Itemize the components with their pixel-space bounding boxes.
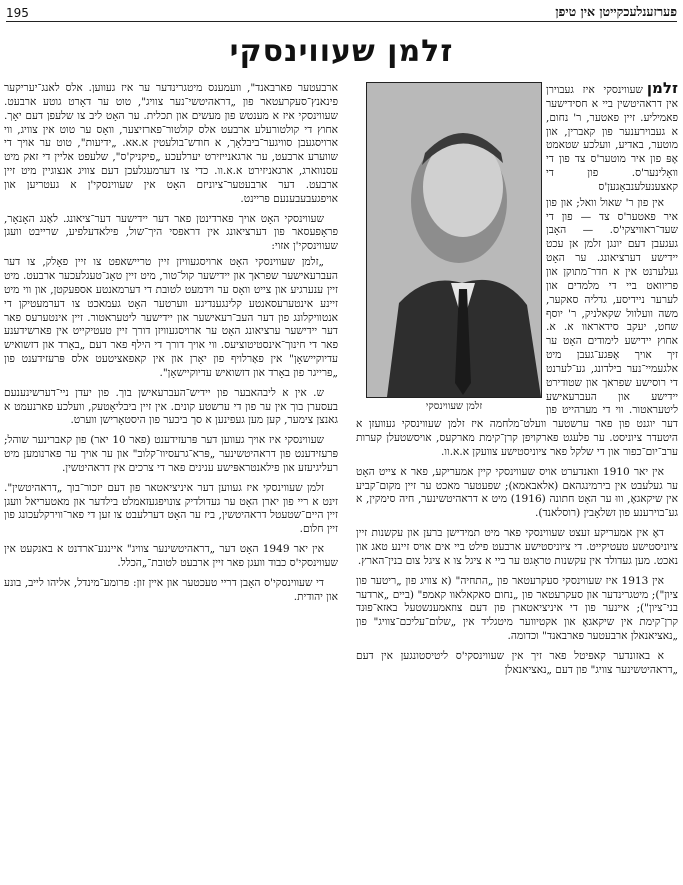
paragraph: א באזונדער קאפיטל פאר זיך אין שעווינסקי'ס ליטיסטונגען אין דעם „דראהיטשינער צוויג" פון דעם „נאציאנאלן xyxy=(356,649,678,676)
quote-paragraph: „זלמן שעווינסקי האָט ארויסגעוויזן זיין טריישאפט צו זיין פאָלק, צו דער העברעאישער שפראך און יידישער קול־טור, מיט זיין טאָג־טעגלעכער ארבעט. מיט זיין ענערגיע און צייט וואָס ער וידמעט לטובת די דערמאנטע אספעקטן, און ווי מיט זיינע אינטערעסאנטע קלינגענדיגע ווערטער האָט געמאכט צו דערמעטיקן די אנטוויקלונג פון דער העב־רעאישער און יידישער ליטעראטור. זיין אינטערעס פאר דער יידישער ערציאונג האָט ער ארויסגעוויזן דורך זיין טעטיקייט אין פארשידענע פאר די חינוך־אינסטיטוציעס. ווי אויך דורך די הילף פאר דעם „באָרד און דזשואיש עדיוקיישאָן" אין פאַרלויף פון יאָרן און אין קאפאציטעט אלס פּרעזידענט פון „פרייגר פון באָרד און דזשואיש עדיוקיישאָן". xyxy=(4,256,338,379)
paragraph: שעווינסקי איז אויך געווען דער פּרעזידענט (פאר 10 יאר) פון קאברינער שוהל; פּרעזידענט פון דראהיטשינער „פּרא־גרעסיוו־קלוב" און ער אויך ער פארנומען מיט רעליגיעזע און פילאנטראפּישע ענינים פאר די צרכים אין דראהיטשין. xyxy=(4,434,338,474)
paragraph: דאָ אין אמעריקע זעצט שעווינסקי פאר מיט תמידישן ברען און עקשנות זיין ציוניסטישע טעטיקייט. די ציוניסטישע ארבעט פילט ביי אים אויס זיינע טאג און נאכט. מען געדולד אין עקשנות טראָגט ער ביי א ציגל צו א ציגל צום בנין־הארץ. xyxy=(356,527,678,567)
running-title: פערזענלעכקייטן אין טיפן xyxy=(555,4,677,19)
running-header xyxy=(6,2,677,22)
text-column-left xyxy=(4,82,338,882)
article-title: זלמן שעווינסקי xyxy=(229,34,454,69)
paragraph: אין יאר 1910 וואנדערט אויס שעווינסקי קיין אמעריקע, פאר א צייט האָט ער געלעבט אין בירמינגהאם (אלאבאמא); שפעטער מאכט ער זיין מקום־קביע אין שיקאגאָ, וווּ ער האָט חתונה (1916) מיט א דראהיטשינער, חיה סימקין, א גע־בוירענע פון זשלאָבין (רוסלאנד). xyxy=(356,465,678,520)
paragraph: אין 1913 איז שעווינסקי סעקרעטאר פון „התחיה" (א צוויג פון „ריטער פון ציון"); מיטגרינדער און סעקרעטאר פון „נחום סאקאלאוו קאמפ" (ביים „ארדער בני־ציון"); איינער פון די איניציאטארן פון דעם צוזאמענשטעל באזא־פוּנד קרן־קימת אין שיקאגאָ און אקטיווער מיטגליד אין „שלום־עליכם־צוויג" פון „נאציאנאלן ארבעטער פארבאנד" וכדומה. xyxy=(356,574,678,643)
portrait-caption: זלמן שעווינסקי xyxy=(425,401,483,412)
paragraph: ארבעטער פארבאנד", וועמענס מיטגרינדער ער איז געווען. אלס לאנג־יעריקער פינאנץ־סעקרעטאר פון „דראהיטשי־נער צוויג", טוט ער דאָרט גוטע ארבעט. שעווינסקי איז א מענטש פון מעשים און תכלית. ער האָט ליב צו שלעפן דעם יאָך. אחוץ די קולטורעלע ארבעט אלס קולטור־פארזיצער, וואָס ער טוט אין צוויג, ווי ארויסגעבן סוויגער־ביבלאָך, א חודש־בולעטין א.אא. „ידיעות", טוט ער אויך די שווערע ארבעט, ער ארגאנייזירט יערלעכע „פיקניק'ס", שלעפט אליין די זאק מיט עסנווארג, ארגאניזירט א.א.וו. כדי צו דערמעגלעכן דעם צוויג אנצוגיין מיט זיין ארבעט. דער ארבעטער־ציוניזם האָט אין שעווינסקי'ן א געטריען און אויפגעבעבענעם פריינט. xyxy=(4,82,338,205)
paragraph: אין פון ר' שאול וואל; און פון איר פאטער'ס צד — פון די שעד־ראוויצקי'ס. — האָבן געגעבן דעם יונגן זלמן אן עכט יידישע דערציאונג. ער האָט געלערנט אין א חדר־מתוקן און פריוואט ביי די מלמדים און לערער ניידיסע, גדליה סאקער, משה וועלוול שקאלניק, ר' יוסף שחט, יעקב סידאראוו א. א. אחוץ יידישע לימודים האָט ער זיך אויך אָפּגע־געבן מיט אלגעמיי־נער בילדונג, גע־לערנט די רוסישע שפראך און שטודירט יידישע און העברעאישע ליטעראטור. ווי די מערהייט פון דער יוגנט פון פאר ערשטער וועלט־מלחמה איז זלמן שעווינסקי געוועזן א היטעדר ציוניסט. ער פלעגט פארקויפן קרן־קימת מארקעס, אויסשטעלן קערות ערב־יום־כפור און די שלקל פאר ציוניסטישע צוועקן א.א.וו. xyxy=(356,196,678,458)
text-column-right xyxy=(356,82,678,882)
paragraph: ש. אין א ליבהאבער פון יידיש־העברעאישן בוך. פון יעדן ניי־דערשינענעם בעסערן בוך אין ער פון די ערשטע קונים. אין זיין ביבליאָטעק, וועלכע פארנעמט א גאנצן צימער, קען מען געפינען א סך ביכער פון היסטאָרישן ווערט. xyxy=(4,386,338,427)
portrait-figure xyxy=(366,82,542,412)
paragraph: שעווינסקי האָט אויך פארדינטן פאר דער יידישער דער־ציאונג. לאַנג האָנאָר, פראָפעסאר פון דערציאונג אין דראפסי היך־שול, פילאדעלפיע, שרייבט וועגן שעווינסקי'ן אזוי: xyxy=(4,212,338,253)
paragraph: זלמן שעווינסקי איז געווען דער איניציאטאר פון דעם יזכור־בוך „דראהיטשין". זינט א ריי פון יארן האָט ער געדולדיק צונויפגעזאמלט בילדער און מאטעריאל וועגן זיין היים־שטעטל דראהיטשין, ביז ער האָט דערלעבט צו זען די פאר־ווירקלעכונג פון זיין חלום. xyxy=(4,481,338,536)
paragraph: די שעווינסקי'ס האָבן דריי טעכטער און איין זון: פרומע־מינדל, אליהו לייב, בונע און יהודית. xyxy=(4,576,338,603)
paragraph-text: שעווינסקי איז געבוירן אין דראהיטשין ביי א חסידישער פאמיליע. זיין פאטער, ר' נחום, א געבוירענער פון קאברין, און מוטער, באדיע, וועלכע שטאמט אָפּ פון איר מוטער'ס צד פון די וואָלינער'ס. פון די קאצענעלענבאָגען'ס xyxy=(546,84,678,193)
paragraph: אין יאר 1949 האָט דער „דראהיטשינער צוויג" איינגע־ארדנט א באנקעט אין שעווינסקי'ס כבוד וועגן פאר זיין ארבעט לטובת־„הכלל. xyxy=(4,543,338,569)
lead-name: זלמן xyxy=(646,82,678,97)
portrait-photo xyxy=(366,82,542,398)
page-number: 195 xyxy=(6,6,29,20)
